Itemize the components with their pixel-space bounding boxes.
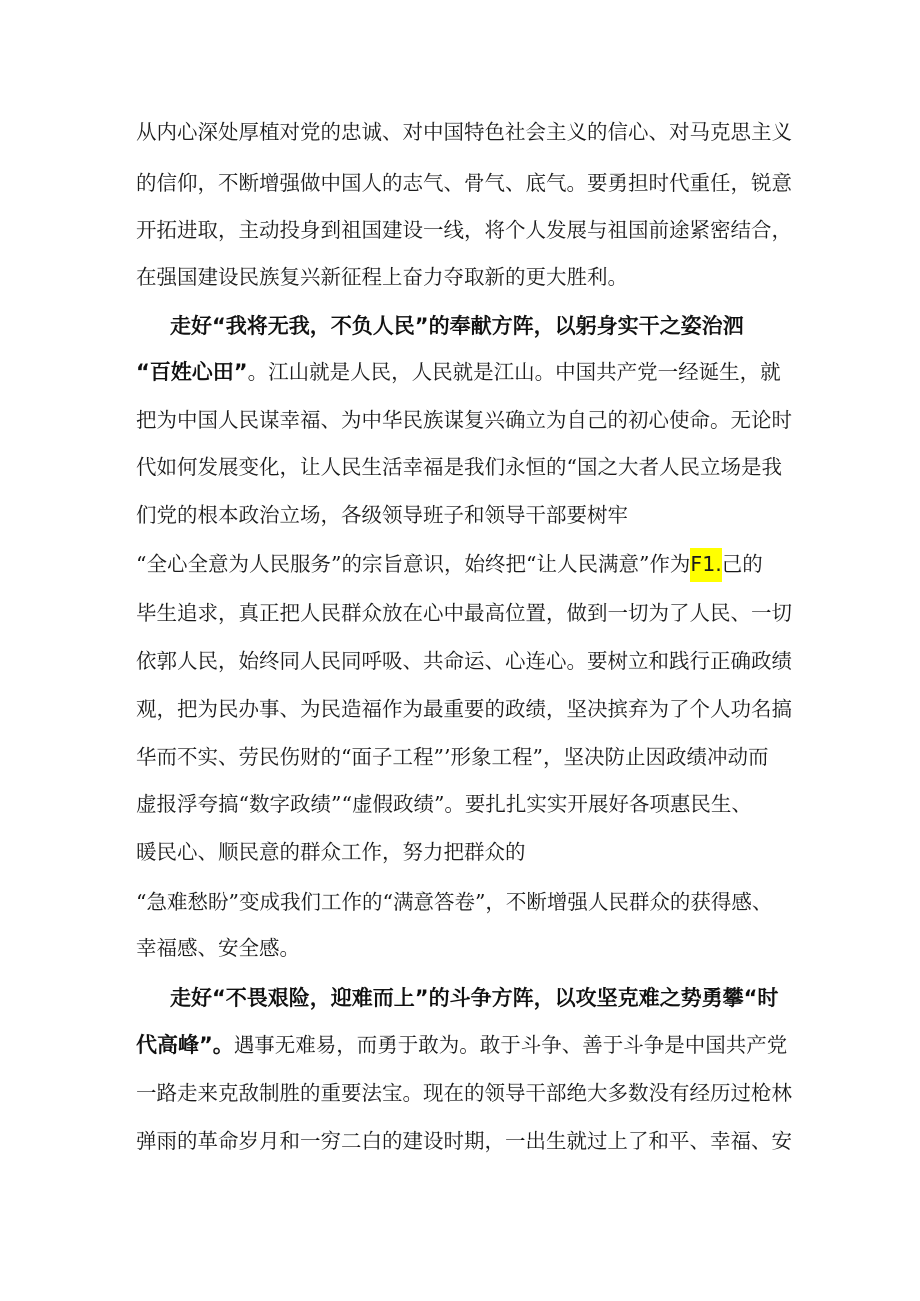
text-run: 们党的根本政治立场，各级领导班子和领导干部要树牢 (136, 503, 628, 527)
highlighted-text: F1. (690, 548, 721, 582)
section-heading-line (170, 983, 778, 1013)
text-line (136, 1078, 792, 1108)
text-run: 毕生追求，真正把人民群众放在心中最高位置，做到一切为了人民、一切 (136, 601, 792, 625)
text-line (136, 933, 300, 963)
text-line (136, 500, 628, 530)
text-run: 开拓进取，主动投身到祖国建设一线，将个人发展与祖国前途紧密结合， (136, 218, 792, 242)
text-run: 华而不实、劳民伤财的“面子工程”’形象工程”，坚决防止因政绩冲动而 (136, 745, 769, 769)
section-heading: 走好“我将无我，不负人民”的奉献方阵，以躬身实干之姿治泗 (170, 314, 744, 338)
text-run: 从内心深处厚植对党的忠诚、对中国特色社会主义的信心、对马克思主义 (136, 120, 792, 144)
text-run: 观，把为民办事、为民造福作为最重要的政绩，坚决摈弃为了个人功名搞 (136, 697, 792, 721)
text-line (136, 405, 792, 435)
text-line (136, 168, 792, 198)
text-run: 己的 (721, 552, 763, 576)
text-line (136, 452, 782, 482)
text-line (136, 694, 792, 724)
text-run: 幸福感、安全感。 (136, 936, 300, 960)
text-run: 把为中国人民谋幸福、为中华民族谋复兴确立为自己的初心使命。无论时 (136, 408, 792, 432)
text-run: 代如何发展变化，让人民生活幸福是我们永恒的“国之大者人民立场是我 (136, 455, 782, 479)
text-line (136, 1126, 792, 1156)
text-line (136, 887, 772, 917)
text-run: “急难愁盼”变成我们工作的“满意答卷”，不断增强人民群众的获得感、 (136, 890, 773, 914)
text-run: 弹雨的革命岁月和一穷二白的建设时期，一出生就过上了和平、幸福、安 (136, 1129, 792, 1153)
text-line (136, 598, 792, 628)
text-line (136, 742, 768, 772)
text-run: 暖民心、顺民意的群众工作，努力把群众的 (136, 840, 526, 864)
text-line (136, 789, 752, 819)
text-line (136, 1030, 787, 1060)
section-heading: 走好“不畏艰险，迎难而上”的斗争方阵，以攻坚克难之势勇攀“时 (170, 986, 779, 1010)
text-run: 一路走来克敌制胜的重要法宝。现在的领导干部绝大多数没有经历过枪林 (136, 1081, 792, 1105)
text-run: 虚报浮夸搞“数字政绩”“虚假政绩”。要扎扎实实开展好各项惠民生、 (136, 792, 752, 816)
text-line (136, 215, 792, 245)
text-line (136, 357, 781, 387)
section-heading: “百姓心田” (136, 360, 248, 384)
text-run: 的信仰，不断增强做中国人的志气、骨气、底气。要勇担时代重任，锐意 (136, 171, 792, 195)
text-run: 在强国建设民族复兴新征程上奋力夺取新的更大胜利。 (136, 265, 628, 289)
text-run: “全心全意为人民服务”的宗旨意识，始终把“让人民满意”作为 (136, 552, 691, 576)
text-line (136, 837, 526, 867)
text-line (136, 646, 792, 676)
text-run: 。江山就是人民，人民就是江山。中国共产党一经诞生，就 (247, 360, 781, 384)
text-run: 遇事无难易，而勇于敢为。敢于斗争、善于斗争是中国共产党 (233, 1033, 788, 1057)
text-line (136, 549, 763, 579)
text-line (136, 262, 628, 292)
text-run: 依郭人民，始终同人民同呼吸、共命运、心连心。要树立和践行正确政绩 (136, 649, 792, 673)
section-heading: 代高峰”。 (136, 1033, 234, 1057)
text-line (136, 117, 792, 147)
section-heading-line (170, 311, 744, 341)
